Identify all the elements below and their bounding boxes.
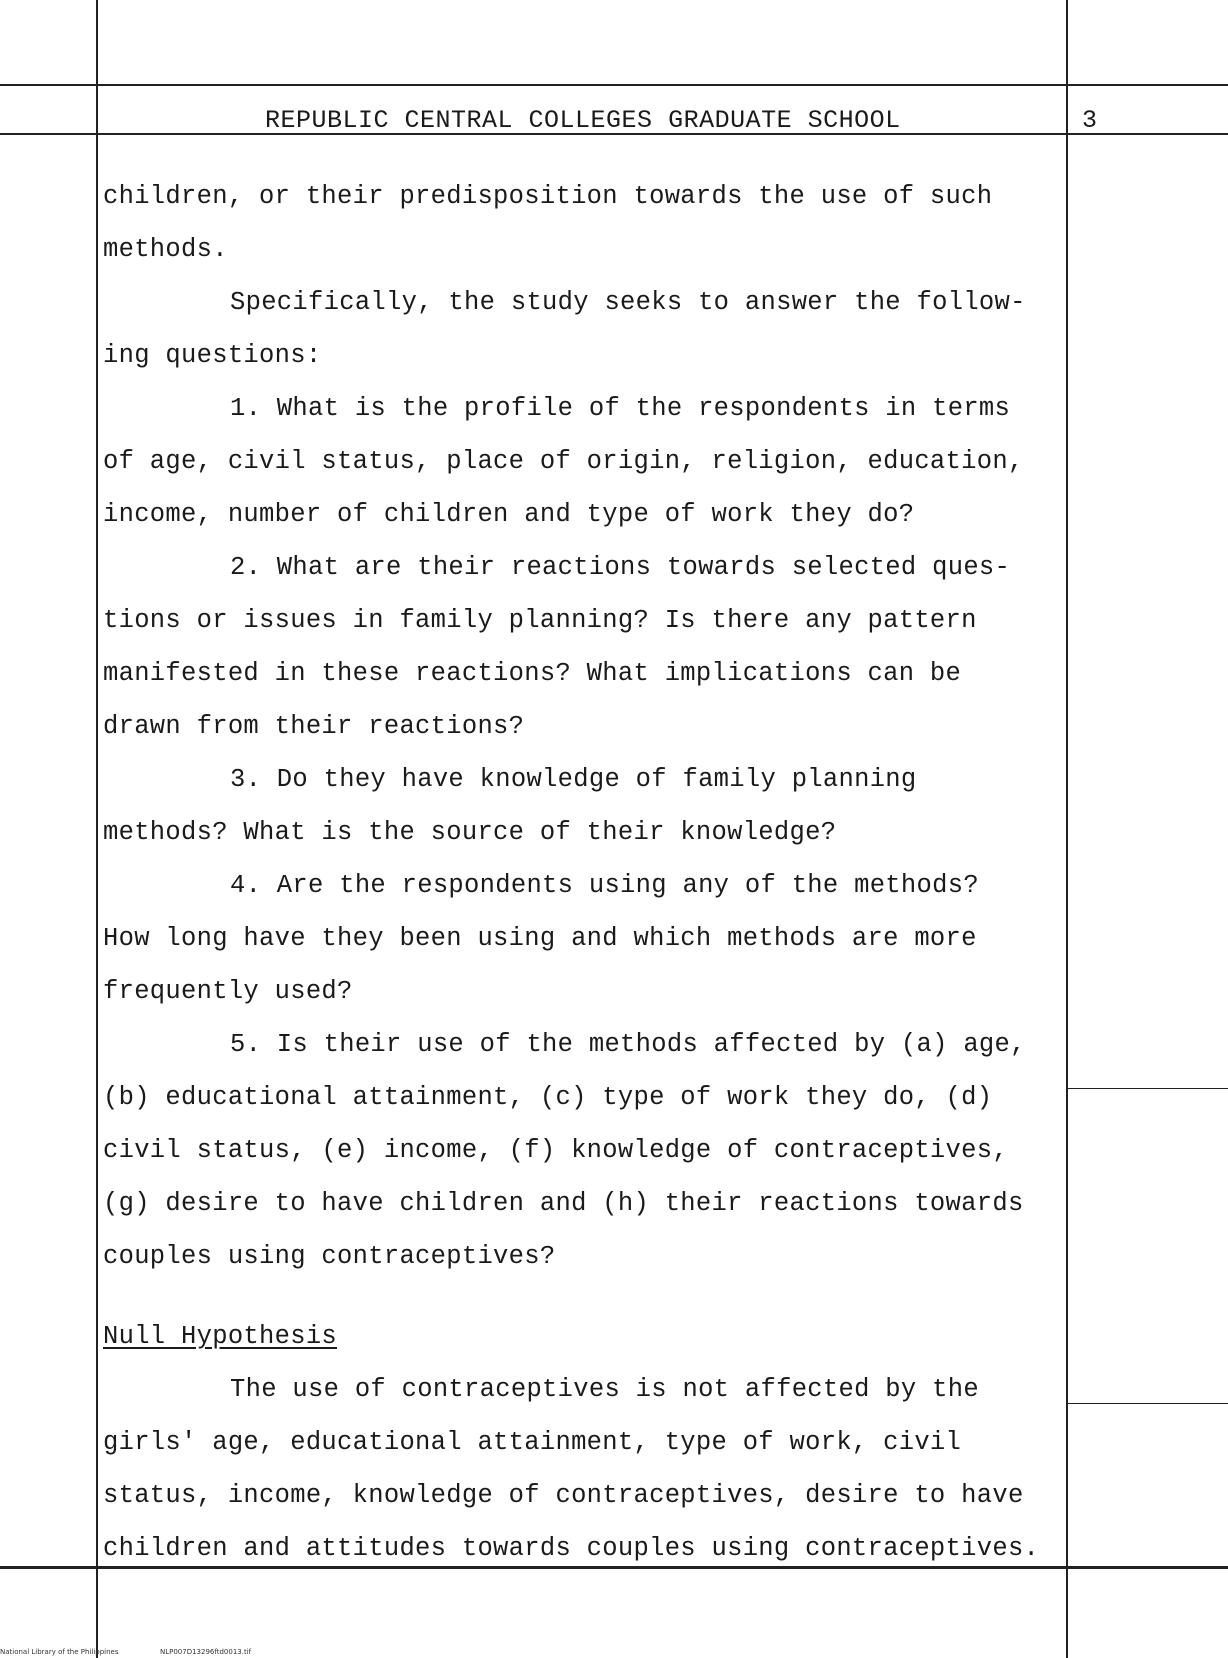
null-hypothesis-line: children and attitudes towards couples using contraceptives. bbox=[103, 1534, 1040, 1563]
null-hypothesis-heading: Null Hypothesis bbox=[103, 1322, 338, 1351]
null-hypothesis-line: girls' age, educational attainment, type of work, civil bbox=[103, 1428, 962, 1457]
section-heading bbox=[103, 1310, 1063, 1363]
text-line: children, or their predisposition towards the use of such bbox=[103, 182, 993, 211]
margin-tick-2 bbox=[1068, 1403, 1228, 1404]
question-5-line: 5. Is their use of the methods affected by (a) age, bbox=[230, 1030, 1026, 1059]
null-hypothesis-line: status, income, knowledge of contraceptives, desire to have bbox=[103, 1481, 1024, 1510]
question-3-line: methods? What is the source of their knowledge? bbox=[103, 818, 837, 847]
page-number: 3 bbox=[1082, 106, 1098, 135]
question-3-line: 3. Do they have knowledge of family planning bbox=[230, 765, 917, 794]
question-2-line: manifested in these reactions? What implications can be bbox=[103, 659, 962, 688]
question-4-line: How long have they been using and which methods are more bbox=[103, 924, 977, 953]
text-line: methods. bbox=[103, 235, 228, 264]
question-1-line: of age, civil status, place of origin, religion, education, bbox=[103, 447, 1024, 476]
page-header-title: REPUBLIC CENTRAL COLLEGES GRADUATE SCHOOL bbox=[265, 106, 901, 135]
question-1-line: income, number of children and type of work they do? bbox=[103, 500, 915, 529]
footer-file-id: NLP007D13296ftd0013.tif bbox=[160, 1648, 252, 1656]
text-line: ing questions: bbox=[103, 341, 322, 370]
body-text bbox=[103, 170, 1063, 1575]
question-4-line: frequently used? bbox=[103, 977, 353, 1006]
question-2-line: 2. What are their reactions towards selected ques- bbox=[230, 553, 1011, 582]
question-5-line: couples using contraceptives? bbox=[103, 1242, 556, 1271]
question-5-line: (b) educational attainment, (c) type of work they do, (d) bbox=[103, 1083, 993, 1112]
left-margin-line bbox=[96, 0, 98, 1658]
question-4-line: 4. Are the respondents using any of the methods? bbox=[230, 871, 979, 900]
margin-tick-1 bbox=[1068, 1088, 1228, 1089]
question-2-line: drawn from their reactions? bbox=[103, 712, 525, 741]
footer-library-note: National Library of the Philippines bbox=[0, 1648, 119, 1656]
question-2-line: tions or issues in family planning? Is there any pattern bbox=[103, 606, 977, 635]
text-line: Specifically, the study seeks to answer the follow- bbox=[230, 288, 1026, 317]
question-5-line: (g) desire to have children and (h) their reactions towards bbox=[103, 1189, 1024, 1218]
question-1-line: 1. What is the profile of the respondents in terms bbox=[230, 394, 1011, 423]
top-rule bbox=[0, 84, 1228, 86]
null-hypothesis-line: The use of contraceptives is not affected by the bbox=[230, 1375, 979, 1404]
question-5-line: civil status, (e) income, (f) knowledge of contraceptives, bbox=[103, 1136, 1008, 1165]
right-margin-line bbox=[1066, 0, 1068, 1658]
